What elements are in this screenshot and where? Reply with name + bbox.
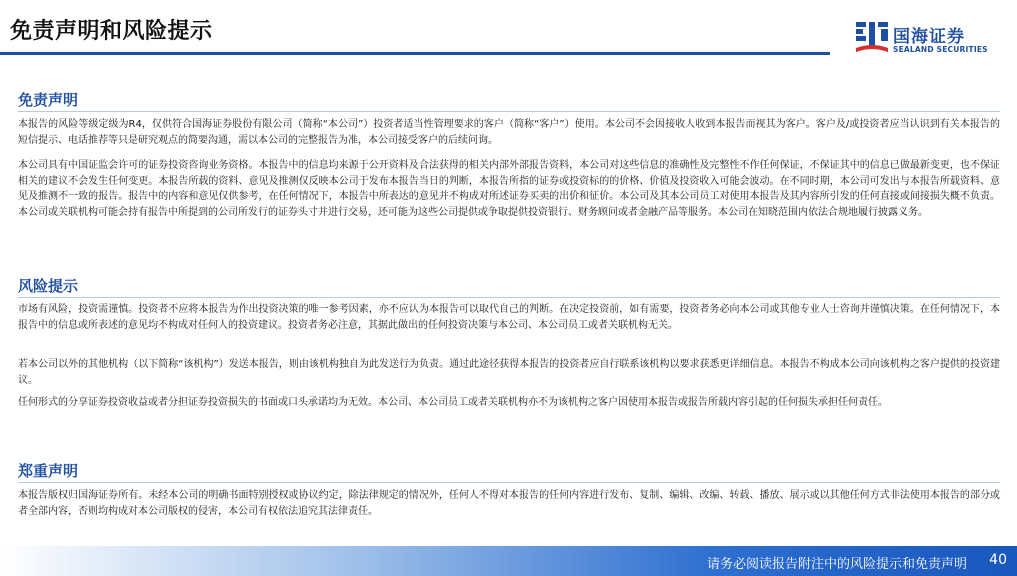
page-title: 免责声明和风险提示	[10, 19, 213, 44]
section-rule-disclaimer	[18, 111, 1000, 112]
risk-paragraph-1: 市场有风险，投资需谨慎。投资者不应将本报告为作出投资决策的唯一参考因素，亦不应认为本报告可以取代自己的判断。在决定投资前，如有需要，投资者务必向本公司或其他专业人士咨询并谨慎决策。在任何情况下，本报告中的信息或所表述的意见均不构成对任何人的投资建议。投资者务必注意，其据此做出的任何投资决策与本公司、本公司员工或者关联机构无关。	[18, 304, 1000, 331]
footer-notice: 请务必阅读报告附注中的风险提示和免责声明	[706, 557, 967, 572]
page-number: 40	[989, 552, 1007, 568]
risk-paragraph-2: 若本公司以外的其他机构（以下简称“该机构”）发送本报告，则由该机构独自为此发送行为负责。通过此途径获得本报告的投资者应自行联系该机构以要求获悉更详细信息。本报告不构成本公司向该机构之客户提供的投资建议。	[18, 359, 1000, 386]
logo-english-name: SEALAND SECURITIES	[893, 45, 988, 54]
logo-chinese-name: 国海证券	[893, 27, 965, 47]
title-rule	[0, 52, 830, 55]
section-rule-statement	[18, 482, 1000, 483]
section-rule-risk	[18, 297, 1000, 298]
disclaimer-paragraph-2: 本公司具有中国证监会许可的证券投资咨询业务资格。本报告中的信息均来源于公开资料及合法获得的相关内部外部报告资料，本公司对这些信息的准确性及完整性不作任何保证，不保证其中的信息已做最新变更，也不保证相关的建议不会发生任何变更。本报告所载的资料、意见及推测仅反映本公司于发布本报告当日的判断，本报告所指的证券或投资标的的价格、价值及投资收入可能会波动。在不同时期，本公司可发出与本报告所载资料、意见及推测不一致的报告。报告中的内容和意见仅供参考，在任何情况下，本报告中所表达的意见并不构成对所述证券买卖的出价和征价。本公司及其本公司员工对使用本报告及其内容所引发的任何直接或间接损失概不负责。本公司或关联机构可能会持有报告中所提到的公司所发行的证券头寸并进行交易，还可能为这些公司提供或争取提供投资银行、财务顾问或者金融产品等服务。本公司在知晓范围内依法合规地履行披露义务。	[18, 160, 1000, 218]
sealand-logo-icon	[855, 20, 889, 54]
disclaimer-paragraph-1: 本报告的风险等级定级为R4，仅供符合国海证券股份有限公司（简称“本公司”）投资者适当性管理要求的客户（简称“客户”）使用。本公司不会因接收人收到本报告而视其为客户。客户及/或投资者应当认识到有关本报告的短信提示、电话推荐等只是研究观点的简要沟通，需以本公司的完整报告为准，本公司接受客户的后续问询。	[18, 119, 1000, 146]
company-logo	[855, 20, 1005, 64]
risk-paragraph-3: 任何形式的分享证券投资收益或者分担证券投资损失的书面或口头承诺均为无效。本公司、本公司员工或者关联机构亦不为该机构之客户因使用本报告或报告所载内容引起的任何损失承担任何责任。	[18, 397, 888, 408]
statement-paragraph-1: 本报告版权归国海证券所有。未经本公司的明确书面特别授权或协议约定，除法律规定的情况外，任何人不得对本报告的任何内容进行发布、复制、编辑、改编、转载、播放、展示或以其他任何方式非法使用本报告的部分或者全部内容，否则均构成对本公司版权的侵害，本公司有权依法追究其法律责任。	[18, 490, 1000, 517]
section-heading-risk: 风险提示	[18, 277, 79, 295]
section-heading-statement: 郑重声明	[18, 462, 79, 480]
section-heading-disclaimer: 免责声明	[18, 91, 79, 109]
